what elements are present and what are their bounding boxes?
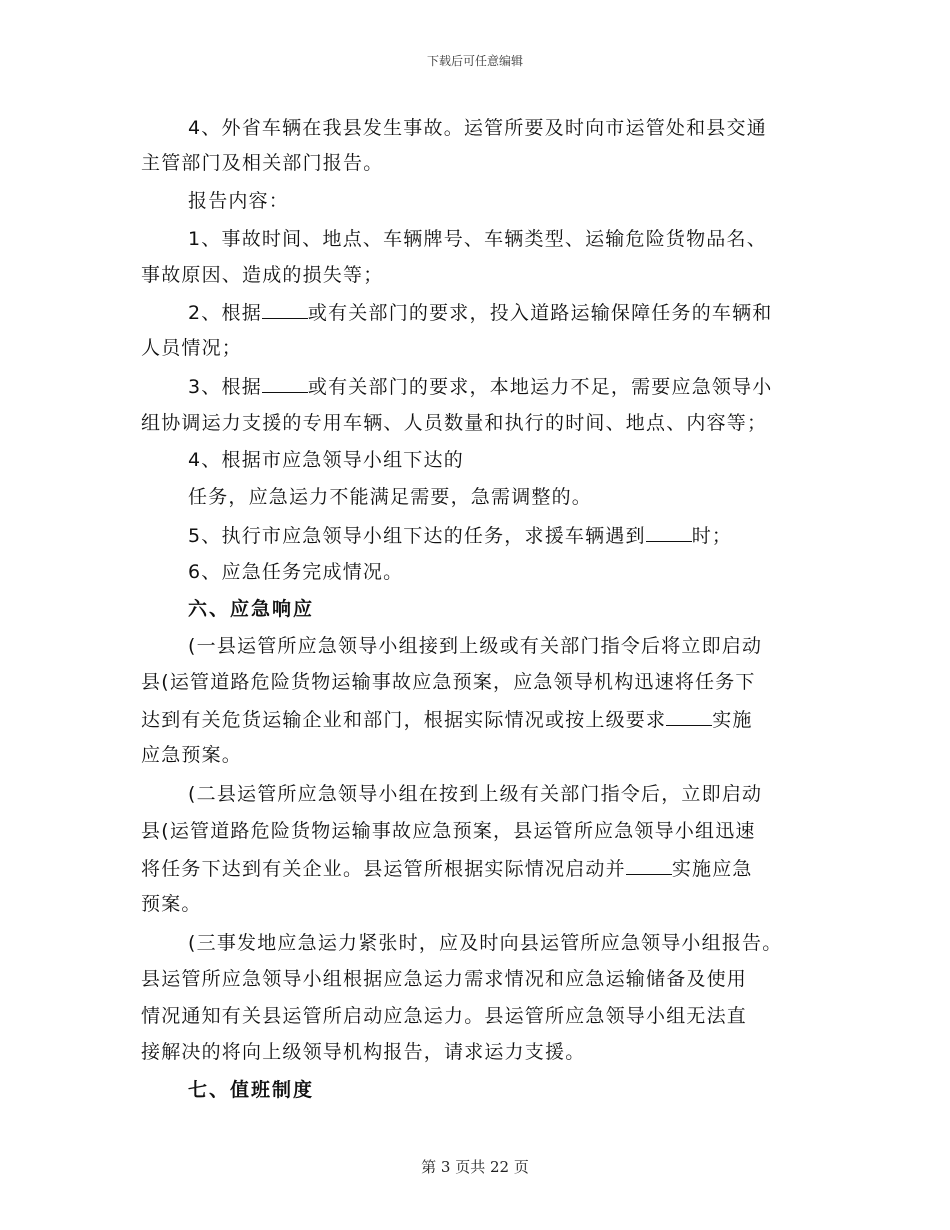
fill-in-blank [262,298,308,319]
line-segment: 3、根据 [188,376,262,398]
paragraph-line: 主管部门及相关部门报告。 [141,152,384,174]
paragraph-line: 6、应急任务完成情况。 [188,561,404,583]
paragraph-line: 预案。 [141,893,202,915]
line-segment: 实施 [712,709,753,731]
fill-in-blank [646,521,692,542]
line-segment: 实施应急 [671,858,753,880]
paragraph-line: (一县运管所应急领导小组接到上级或有关部门指令后将立即启动 [188,635,763,657]
paragraph-line: 任务，应急运力不能满足需要，急需调整的。 [188,486,593,508]
line-segment: 或有关部门的要求，投入道路运输保障任务的车辆和 [307,302,773,324]
paragraph-line [188,298,773,326]
line-segment: 2、根据 [188,302,262,324]
paragraph-line: 人员情况； [141,337,243,359]
line-segment: 将任务下达到有关企业。县运管所根据实际情况启动并 [141,858,626,880]
paragraph-line: 报告内容： [188,190,290,212]
fill-in-blank [666,705,712,726]
paragraph-line [188,521,732,549]
paragraph-line [141,854,753,882]
paragraph-line: 接解决的将向上级领导机构报告，请求运力支援。 [141,1041,586,1063]
section-heading: 七、值班制度 [188,1079,315,1101]
paragraph-line: 4、外省车辆在我县发生事故。运管所要及时向市运管处和县交通 [188,117,767,139]
fill-in-blank [262,372,308,393]
paragraph-line [188,372,773,400]
paragraph-line: 组协调运力支援的专用车辆、人员数量和执行的时间、地点、内容等； [141,412,768,434]
line-segment: 时； [691,525,733,547]
page-header: 下载后可任意编辑 [426,54,523,68]
paragraph-line: (二县运管所应急领导小组在按到上级有关部门指令后，立即启动 [188,783,763,805]
line-segment: 或有关部门的要求，本地运力不足，需要应急领导小 [307,376,773,398]
paragraph-line: 县(运管道路危险货物运输事故应急预案，县运管所应急领导小组迅速 [141,820,756,842]
paragraph-line: 县运管所应急领导小组根据应急运力需求情况和应急运输储备及使用 [141,968,748,990]
line-segment: 5、执行市应急领导小组下达的任务，求援车辆遇到 [188,525,646,547]
paragraph-line: 事故原因、造成的损失等； [141,264,384,286]
paragraph-line: 应急预案。 [141,744,243,766]
paragraph-line: 4、根据市应急领导小组下达的 [188,449,464,471]
paragraph-line: 情况通知有关县运管所启动应急运力。县运管所应急领导小组无法直 [141,1005,748,1027]
paragraph-line: 1、事故时间、地点、车辆牌号、车辆类型、运输危险货物品名、 [188,228,767,250]
paragraph-line [141,705,753,733]
paragraph-line: 县(运管道路危险货物运输事故应急预案，应急领导机构迅速将任务下 [141,671,756,693]
fill-in-blank [626,854,672,875]
paragraph-line: (三事发地应急运力紧张时，应及时向县运管所应急领导小组报告。 [188,932,783,954]
page-footer: 第 3 页共 22 页 [421,1158,529,1176]
section-heading: 六、应急响应 [188,598,315,620]
line-segment: 达到有关危货运输企业和部门，根据实际情况或按上级要求 [141,709,667,731]
